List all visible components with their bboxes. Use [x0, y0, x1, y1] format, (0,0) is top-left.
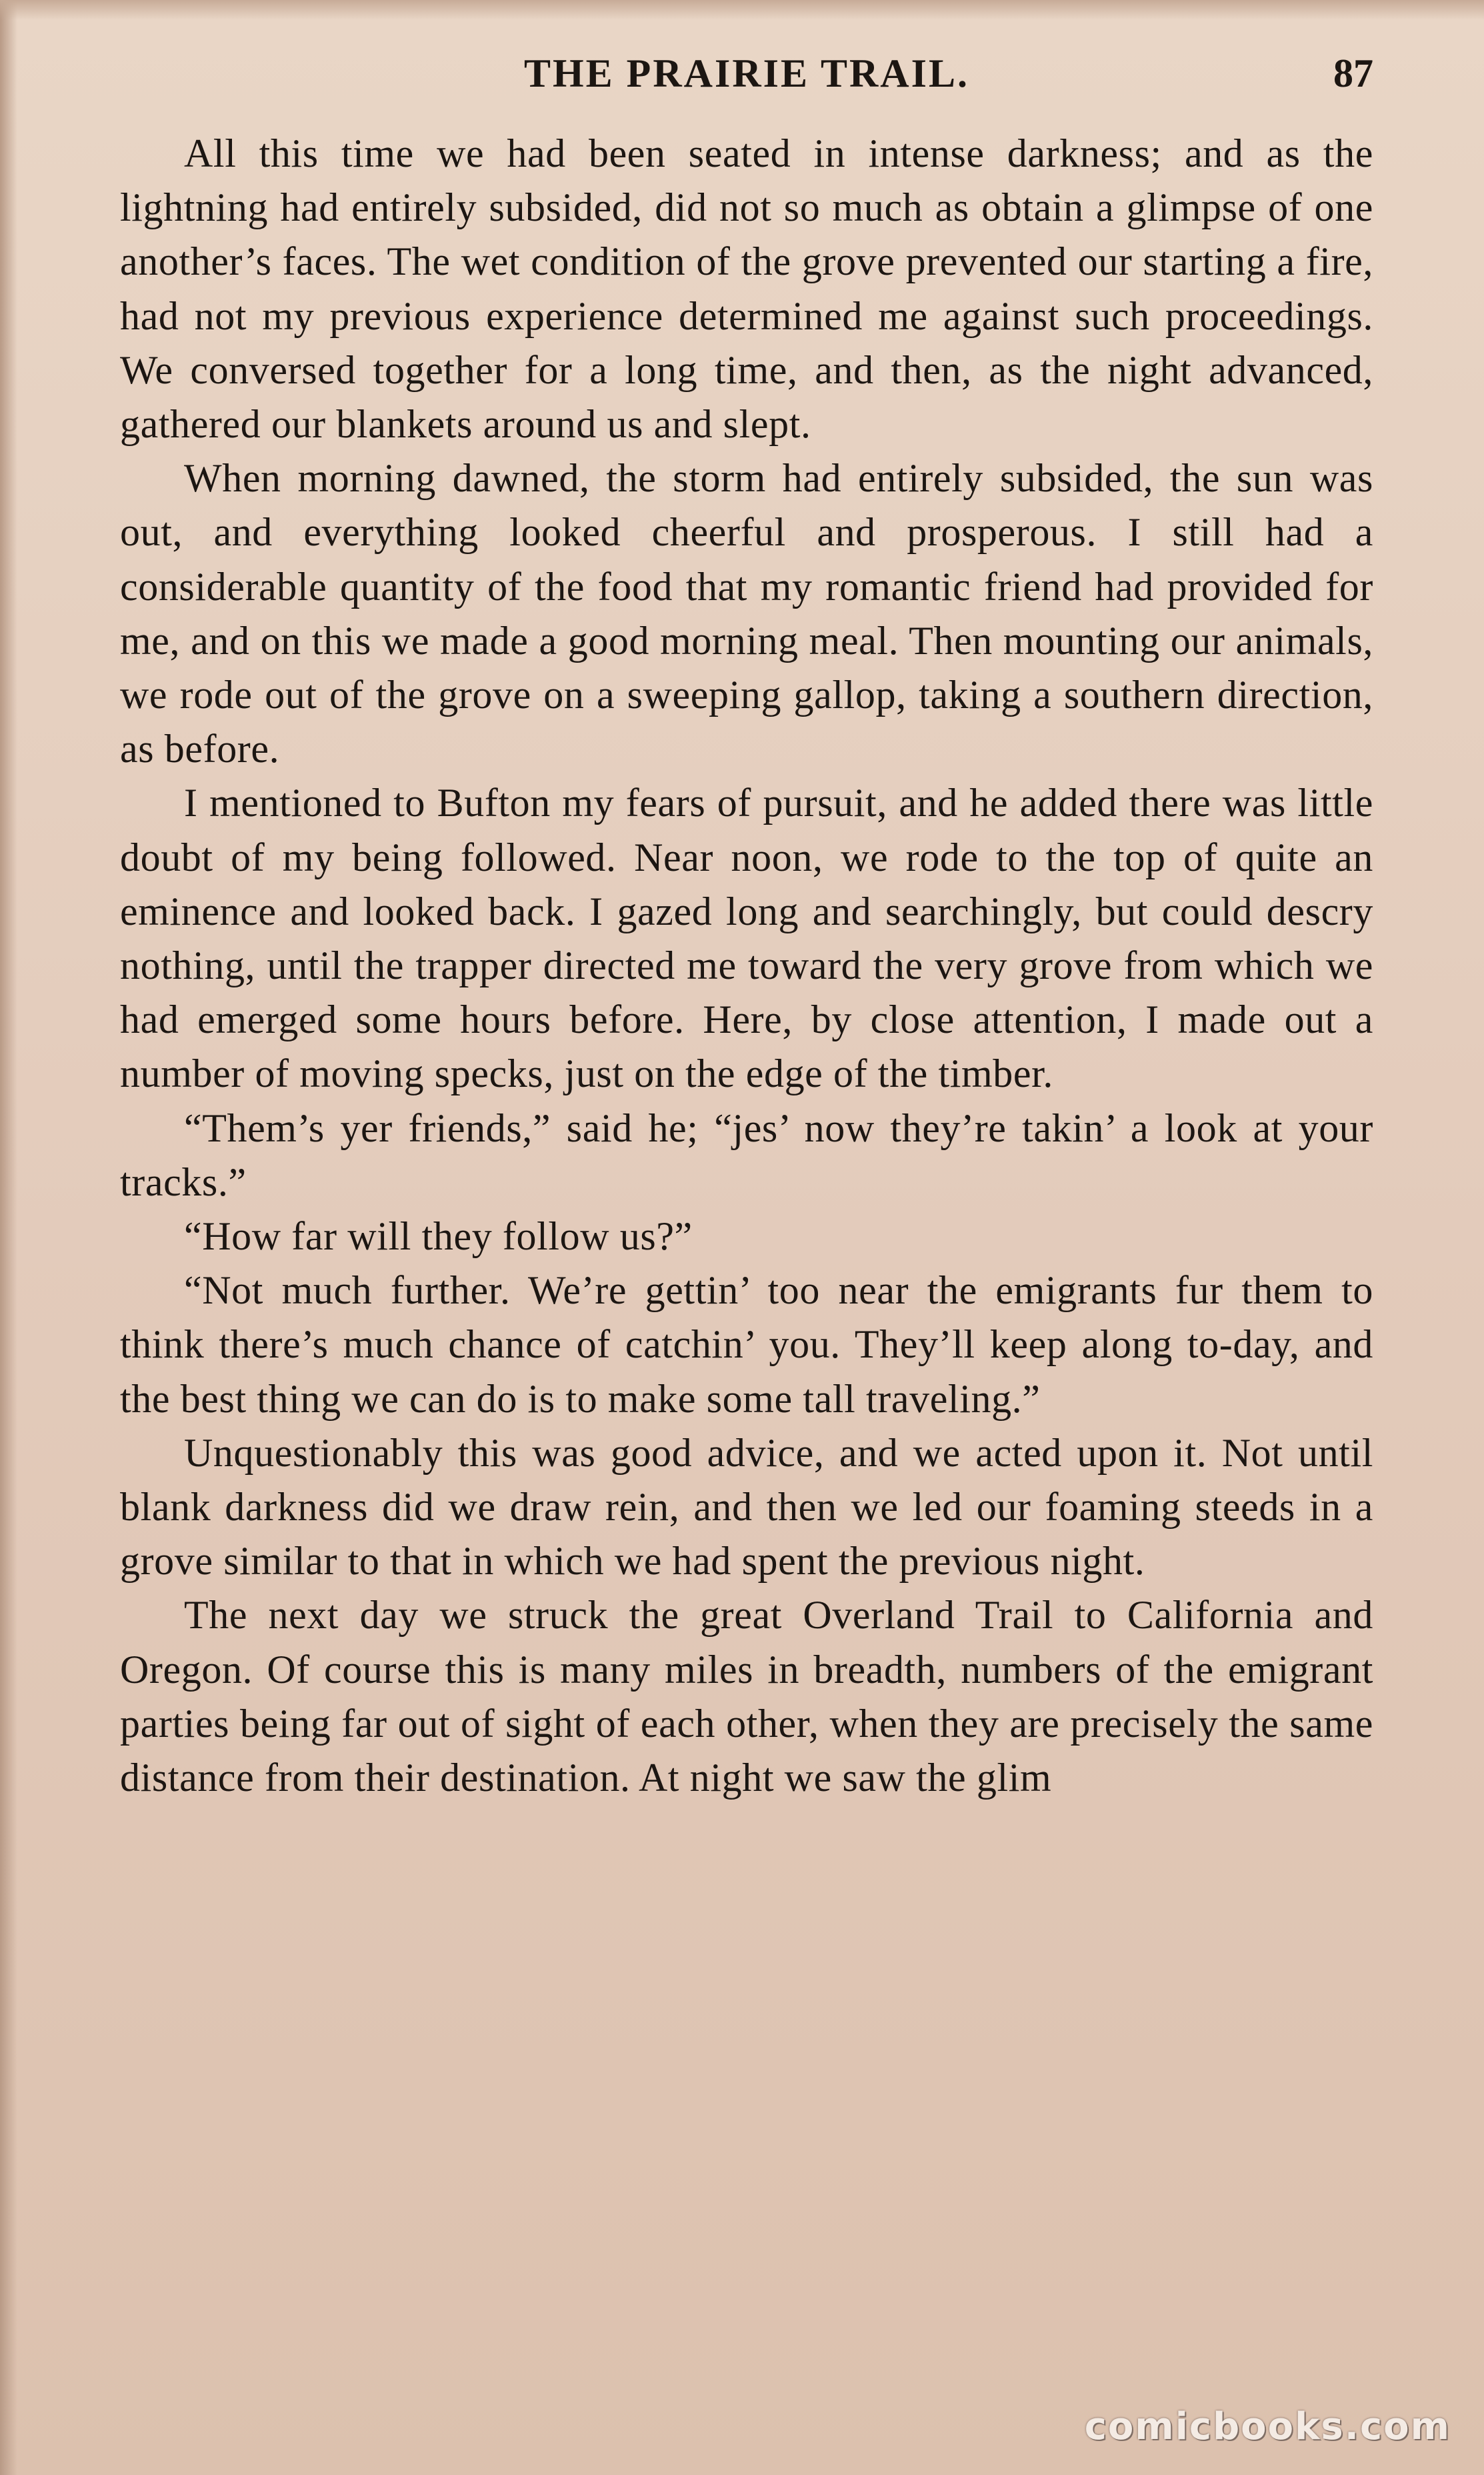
paragraph: All this time we had been seated in intense darkness; and as the lightning had entirely subsided, did not so much as obtain a glimpse of one another’s faces. The wet condition of the grove prevented our starting a fire, had not my previous experience determined me against such proceedings. We conversed together for a long time, and then, as the night advanced, gathered our blankets around us and slept.: [120, 131, 1373, 447]
running-title: THE PRAIRIE TRAIL.: [523, 51, 970, 95]
page-top-shadow: [0, 0, 1484, 20]
page-edge-shadow: [0, 0, 17, 2475]
paragraph: When morning dawned, the storm had entirely subsided, the sun was out, and everything looked cheerful and prosperous. I still had a considerable quantity of the food that my romantic friend had provided for me, and on this we made a good morning meal. Then mounting our animals, we rode out of the grove on a sweeping gallop, taking a southern direction, as before.: [120, 456, 1373, 771]
paragraph: “Them’s yer friends,” said he; “jes’ now they’re takin’ a look at your tracks.”: [120, 1105, 1373, 1204]
watermark: comicbooks.com: [1084, 2405, 1451, 2448]
paragraph: “How far will they follow us?”: [184, 1214, 693, 1259]
paragraph: Unquestionably this was good advice, and we acted upon it. Not until blank darkness did we draw rein, and then we led our foaming steeds in a grove similar to that in which we had spent the previous night.: [120, 1430, 1373, 1584]
paragraph: The next day we struck the great Overland Trail to California and Oregon. Of course this is many miles in breadth, numbers of the emigrant parties being far out of sight of each other, when they are precisely the same distance from their destination. At night we saw the glim: [120, 1593, 1373, 1800]
paragraph: I mentioned to Bufton my fears of pursuit, and he added there was little doubt of my being followed. Near noon, we rode to the top of quite an eminence and looked back. I gazed long and searchingly, but could descry nothing, until the trapper directed me toward the very grove from which we had emerged some hours before. Here, by close attention, I made out a number of moving specks, just on the edge of the timber.: [120, 781, 1373, 1096]
running-head: [120, 51, 1373, 117]
body-text: [120, 127, 1373, 1805]
paragraph: “Not much further. We’re gettin’ too near the emigrants fur them to think there’s much chance of catchin’ you. They’ll keep along to-day, and the best thing we can do is to make some tall traveling.”: [120, 1268, 1373, 1421]
page-number: 87: [1333, 51, 1373, 95]
